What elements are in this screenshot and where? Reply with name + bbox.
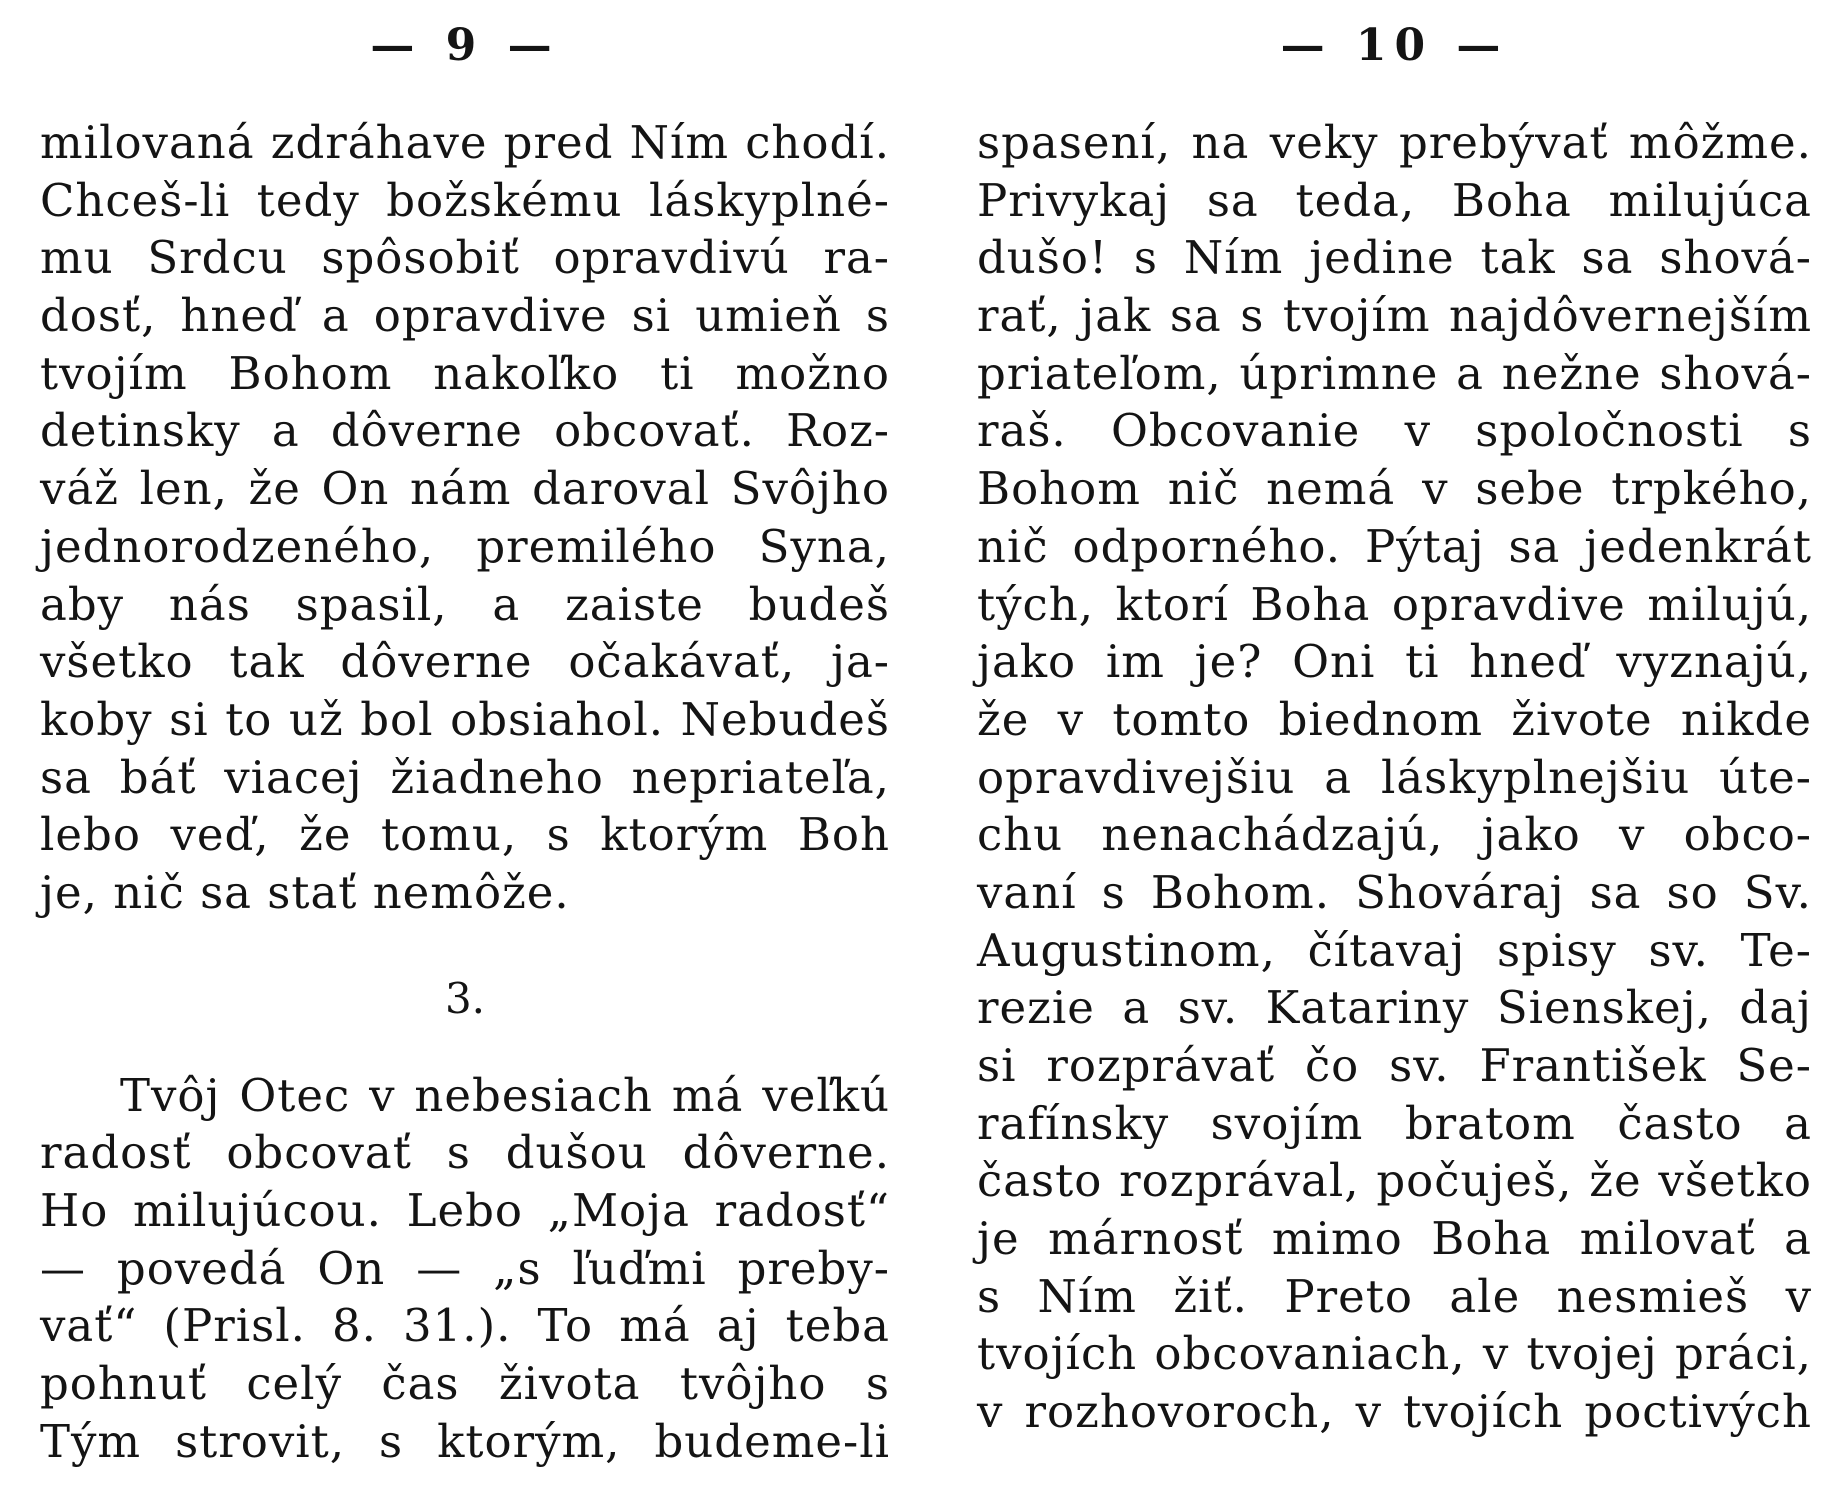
text-line: lebo veď, že tomu, s ktorým Boh	[40, 808, 890, 862]
section-number: 3.	[444, 973, 486, 1023]
text-line: váž len, že On nám daroval Svôjho	[40, 462, 890, 516]
text-line: raš. Obcovanie v spoločnosti s	[977, 404, 1812, 458]
text-line: Tvôj Otec v nebesiach má veľkú	[120, 1068, 890, 1122]
text-line: rať, jak sa s tvojím najdôvernejším	[977, 289, 1812, 343]
text-line: Ho milujúcou. Lebo „Moja radosť“	[40, 1184, 890, 1237]
text-line: tvojím Bohom nakoľko ti možno	[40, 346, 890, 400]
text-line: je, nič sa stať nemôže.	[40, 865, 570, 919]
text-line: opravdivejšiu a láskyplnejšiu úte-	[977, 750, 1812, 804]
right-paragraph	[977, 114, 1812, 1441]
left-page	[40, 0, 890, 1500]
text-line: v rozhovoroch, v tvojích poctivých	[977, 1385, 1812, 1439]
text-line: že v tomto biednom živote nikde	[977, 692, 1812, 746]
text-line: rafínsky svojím bratom často a	[977, 1096, 1812, 1150]
text-line: pohnuť celý čas života tvôjho s	[40, 1357, 890, 1411]
text-line: koby si to už bol obsiahol. Nebudeš	[40, 692, 890, 746]
text-line: Bohom nič nemá v sebe trpkého,	[977, 462, 1812, 516]
text-line: tvojích obcovaniach, v tvojej práci,	[977, 1327, 1812, 1381]
text-line: nič odporného. Pýtaj sa jedenkrát	[977, 519, 1812, 573]
text-line: Chceš-li tedy božskému láskyplné-	[40, 173, 890, 227]
text-line: dušo! s Ním jedine tak sa shová-	[977, 231, 1812, 285]
text-line: jednorodzeného, premilého Syna,	[40, 519, 890, 573]
text-line: priateľom, úprimne a nežne shová-	[977, 346, 1812, 400]
left-paragraph-1	[40, 114, 890, 922]
right-page	[977, 0, 1812, 1500]
text-line: jako im je? Oni ti hneď vyznajú,	[977, 635, 1812, 689]
text-line: radosť obcovať s dušou dôverne.	[40, 1126, 890, 1180]
text-line: chu nenachádzajú, jako v obco-	[977, 808, 1812, 862]
text-line: Privykaj sa teda, Boha milujúca	[977, 173, 1812, 227]
page-number-left: — 9 —	[370, 20, 560, 71]
text-line: všetko tak dôverne očakávať, ja-	[40, 635, 890, 689]
text-line: detinsky a dôverne obcovať. Roz-	[40, 404, 890, 458]
text-line: Tým strovit, s ktorým, budeme-li	[40, 1414, 890, 1468]
text-line: sa báť viacej žiadneho nepriateľa,	[40, 750, 890, 804]
text-line: je márnosť mimo Boha milovať a	[977, 1212, 1812, 1266]
text-line: Augustinom, čítavaj spisy sv. Te-	[977, 923, 1812, 977]
text-line: vaní s Bohom. Shováraj sa so Sv.	[977, 865, 1812, 919]
text-line: si rozprávať čo sv. František Se-	[977, 1039, 1812, 1092]
text-line: aby nás spasil, a zaiste budeš	[40, 577, 890, 631]
text-line: tých, ktorí Boha opravdive milujú,	[977, 577, 1812, 631]
text-line: milovaná zdráhave pred Ním chodí.	[40, 116, 890, 169]
left-paragraph-2	[40, 1067, 890, 1471]
text-line: spasení, na veky prebývať môžme.	[977, 116, 1812, 169]
page-number-right: — 10 —	[1280, 20, 1509, 71]
text-line: dosť, hneď a opravdive si umieň s	[40, 289, 890, 343]
text-line: rezie a sv. Katariny Sienskej, daj	[977, 981, 1812, 1035]
text-line: — povedá On — „s ľuďmi preby-	[40, 1241, 890, 1295]
text-line: vať“ (Prisl. 8. 31.). To má aj teba	[40, 1299, 890, 1353]
text-line: často rozprával, počuješ, že všetko	[977, 1154, 1812, 1208]
text-line: mu Srdcu spôsobiť opravdivú ra-	[40, 231, 890, 285]
text-line: s Ním žiť. Preto ale nesmieš v	[977, 1269, 1812, 1323]
